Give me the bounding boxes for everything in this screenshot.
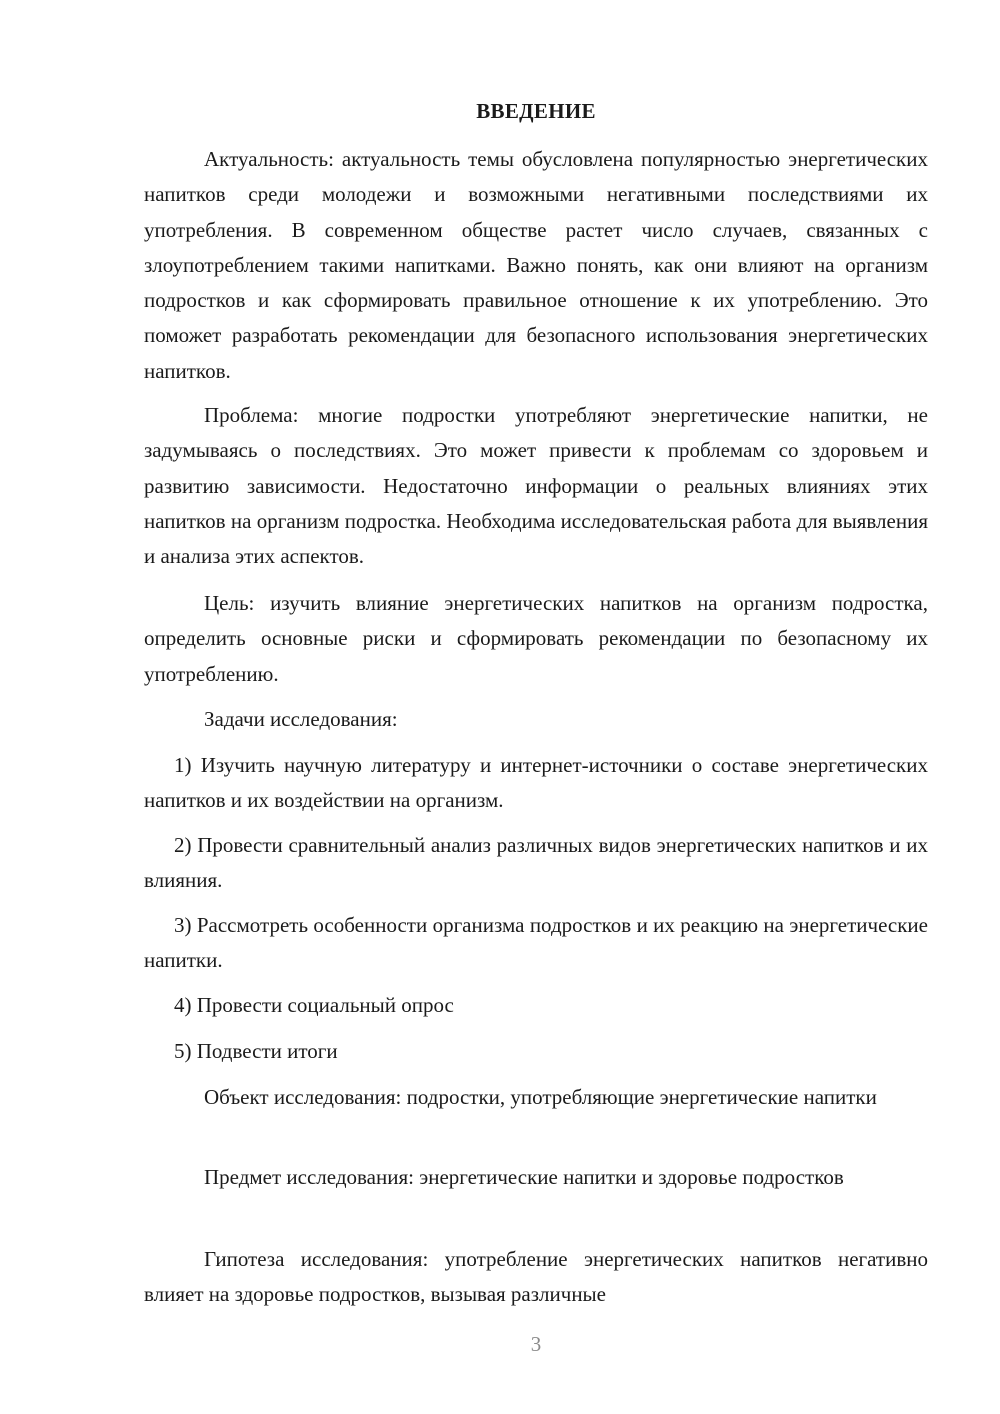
paragraph-goal: Цель: изучить влияние энергетических напитков на организм подростка, определить основные риски и сформировать рекомендации по безопасному их употреблению. (144, 591, 928, 686)
paragraph-object: Объект исследования: подростки, употребляющие энергетические напитки (204, 1085, 877, 1109)
paragraph-subject: Предмет исследования: энергетические напитки и здоровье подростков (204, 1165, 844, 1189)
task-item-2: 2) Провести сравнительный анализ различных видов энергетических напитков и их влияния. (144, 833, 928, 893)
task-item-1: 1) Изучить научную литературу и интернет-источники о составе энергетических напитков и их воздействии на организм. (144, 753, 928, 813)
task-item-3: 3) Рассмотреть особенности организма подростков и их реакцию на энергетические напитки. (144, 913, 928, 973)
paragraph-problem: Проблема: многие подростки употребляют энергетические напитки, не задумываясь о последствиях. Это может привести к проблемам со здоровьем и развитию зависимости. Недостаточно информации о реальных влияниях этих напитков на организм подростка. Необходима исследовательская работа для выявления и анализа этих аспектов. (144, 403, 928, 569)
tasks-title: Задачи исследования: (204, 707, 398, 731)
paragraph-hypothesis: Гипотеза исследования: употребление энергетических напитков негативно влияет на здоровье подростков, вызывая различные (144, 1247, 928, 1307)
task-item-5: 5) Подвести итоги (174, 1039, 338, 1063)
paragraph-actuality: Актуальность: актуальность темы обусловлена популярностью энергетических напитков среди молодежи и возможными негативными последствиями их употребления. В современном обществе растет число случаев, связанных с злоупотреблением такими напитками. Важно понять, как они влияют на организм подростков и как сформировать правильное отношение к их употреблению. Это поможет разработать рекомендации для безопасного использования энергетических напитков. (144, 147, 928, 383)
task-item-4: 4) Провести социальный опрос (174, 993, 454, 1017)
page-number: 3 (530, 1332, 542, 1356)
section-heading: ВВЕДЕНИЕ (476, 99, 596, 123)
